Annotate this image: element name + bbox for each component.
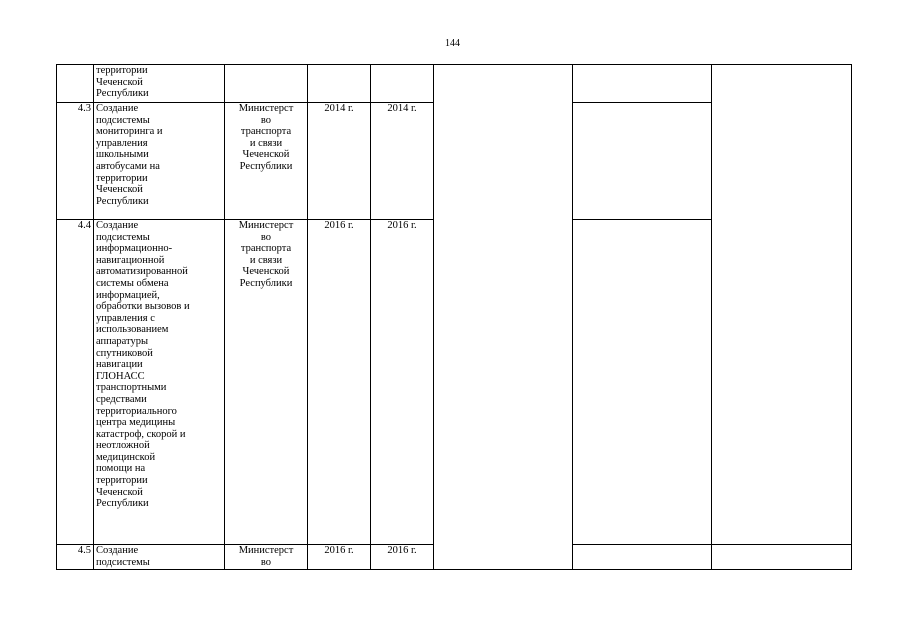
cell-text-line: транспорта xyxy=(240,243,292,255)
end-year: 2014 г. xyxy=(371,103,434,220)
cell-text-line: Республики xyxy=(239,160,293,172)
cell-text-line: Министерст xyxy=(238,220,294,231)
cell-text-line: неотложной xyxy=(96,440,150,452)
cell-text-line: подсистемы xyxy=(96,114,150,126)
cell-text-line: Республики xyxy=(239,277,293,289)
cell-text-line: медицинской xyxy=(96,451,156,463)
cell-text-line: ГЛОНАСС xyxy=(96,370,145,382)
end-year: 2016 г. xyxy=(371,220,434,545)
cell-text-line: информационно- xyxy=(96,243,173,255)
cell-text-line: навигации xyxy=(96,359,143,371)
cell-text-line: подсистемы xyxy=(96,556,150,568)
cell-text-line: мониторинга и xyxy=(96,126,163,138)
cell-text-line: автобусами на xyxy=(96,160,160,172)
cell-text-line: территории xyxy=(96,475,148,487)
cell-text-line: Министерст xyxy=(238,545,294,556)
empty-cell xyxy=(573,220,712,545)
cell-text-line: и связи xyxy=(249,137,283,149)
empty-cell xyxy=(573,103,712,220)
cell-text-line: и связи xyxy=(249,254,283,266)
cell-text-line: информацией, xyxy=(96,289,160,301)
activity-name xyxy=(94,220,225,545)
start-year: 2016 г. xyxy=(308,220,371,545)
cell-text-line: обработки вызовов и xyxy=(96,301,190,313)
cell-text-line: Чеченской xyxy=(96,486,143,498)
cell-text-line: Республики xyxy=(96,498,149,510)
merged-empty-cell xyxy=(434,65,573,570)
cell-text-line: Создание xyxy=(96,220,139,231)
executor xyxy=(225,220,308,545)
row-number xyxy=(57,65,94,103)
executor xyxy=(225,65,308,103)
cell-text-line: Чеченской xyxy=(242,266,290,278)
cell-text-line: транспорта xyxy=(240,126,292,138)
cell-text-line: территории xyxy=(96,65,148,76)
cell-text-line: Чеченской xyxy=(242,149,290,161)
end-year xyxy=(371,65,434,103)
row-number: 4.4 xyxy=(57,220,94,545)
cell-text-line: во xyxy=(260,556,272,568)
cell-text-line: территории xyxy=(96,172,148,184)
cell-text-line: центра медицины xyxy=(96,417,176,429)
cell-text-line: использованием xyxy=(96,324,169,336)
cell-text-line: Создание xyxy=(96,545,139,556)
start-year: 2016 г. xyxy=(308,545,371,570)
activity-name xyxy=(94,545,225,570)
executor xyxy=(225,103,308,220)
empty-cell xyxy=(573,545,712,570)
cell-text-line: системы обмена xyxy=(96,277,169,289)
start-year xyxy=(308,65,371,103)
start-year: 2014 г. xyxy=(308,103,371,220)
cell-text-line: Чеченской xyxy=(96,76,143,88)
cell-text-line: управления xyxy=(96,137,148,149)
cell-text-line: территориального xyxy=(96,405,177,417)
cell-text-line: во xyxy=(260,114,272,126)
end-year: 2016 г. xyxy=(371,545,434,570)
table-row xyxy=(57,65,852,103)
merged-empty-cell xyxy=(712,65,852,545)
cell-text-line: Республики xyxy=(96,88,149,100)
cell-text-line: аппаратуры xyxy=(96,335,149,347)
cell-text-line: катастроф, скорой и xyxy=(96,428,186,440)
cell-text-line: Республики xyxy=(96,195,149,207)
activity-name xyxy=(94,103,225,220)
page-number: 144 xyxy=(445,38,460,49)
cell-text-line: Создание xyxy=(96,103,139,114)
row-number: 4.5 xyxy=(57,545,94,570)
row-number: 4.3 xyxy=(57,103,94,220)
cell-text-line: навигационной xyxy=(96,254,165,266)
empty-cell xyxy=(573,65,712,103)
cell-text-line: управления с xyxy=(96,312,155,324)
cell-text-line: школьными xyxy=(96,149,149,161)
executor xyxy=(225,545,308,570)
cell-text-line: средствами xyxy=(96,393,147,405)
cell-text-line: во xyxy=(260,231,272,243)
activity-name xyxy=(94,65,225,103)
empty-cell xyxy=(712,545,852,570)
cell-text-line: Чеченской xyxy=(96,184,143,196)
program-activities-table xyxy=(56,64,852,570)
cell-text-line: подсистемы xyxy=(96,231,150,243)
cell-text-line: автоматизированной xyxy=(96,266,188,278)
cell-text-line: Министерст xyxy=(238,103,294,114)
cell-text-line: помощи на xyxy=(96,463,146,475)
cell-text-line: транспортными xyxy=(96,382,167,394)
cell-text-line: спутниковой xyxy=(96,347,153,359)
